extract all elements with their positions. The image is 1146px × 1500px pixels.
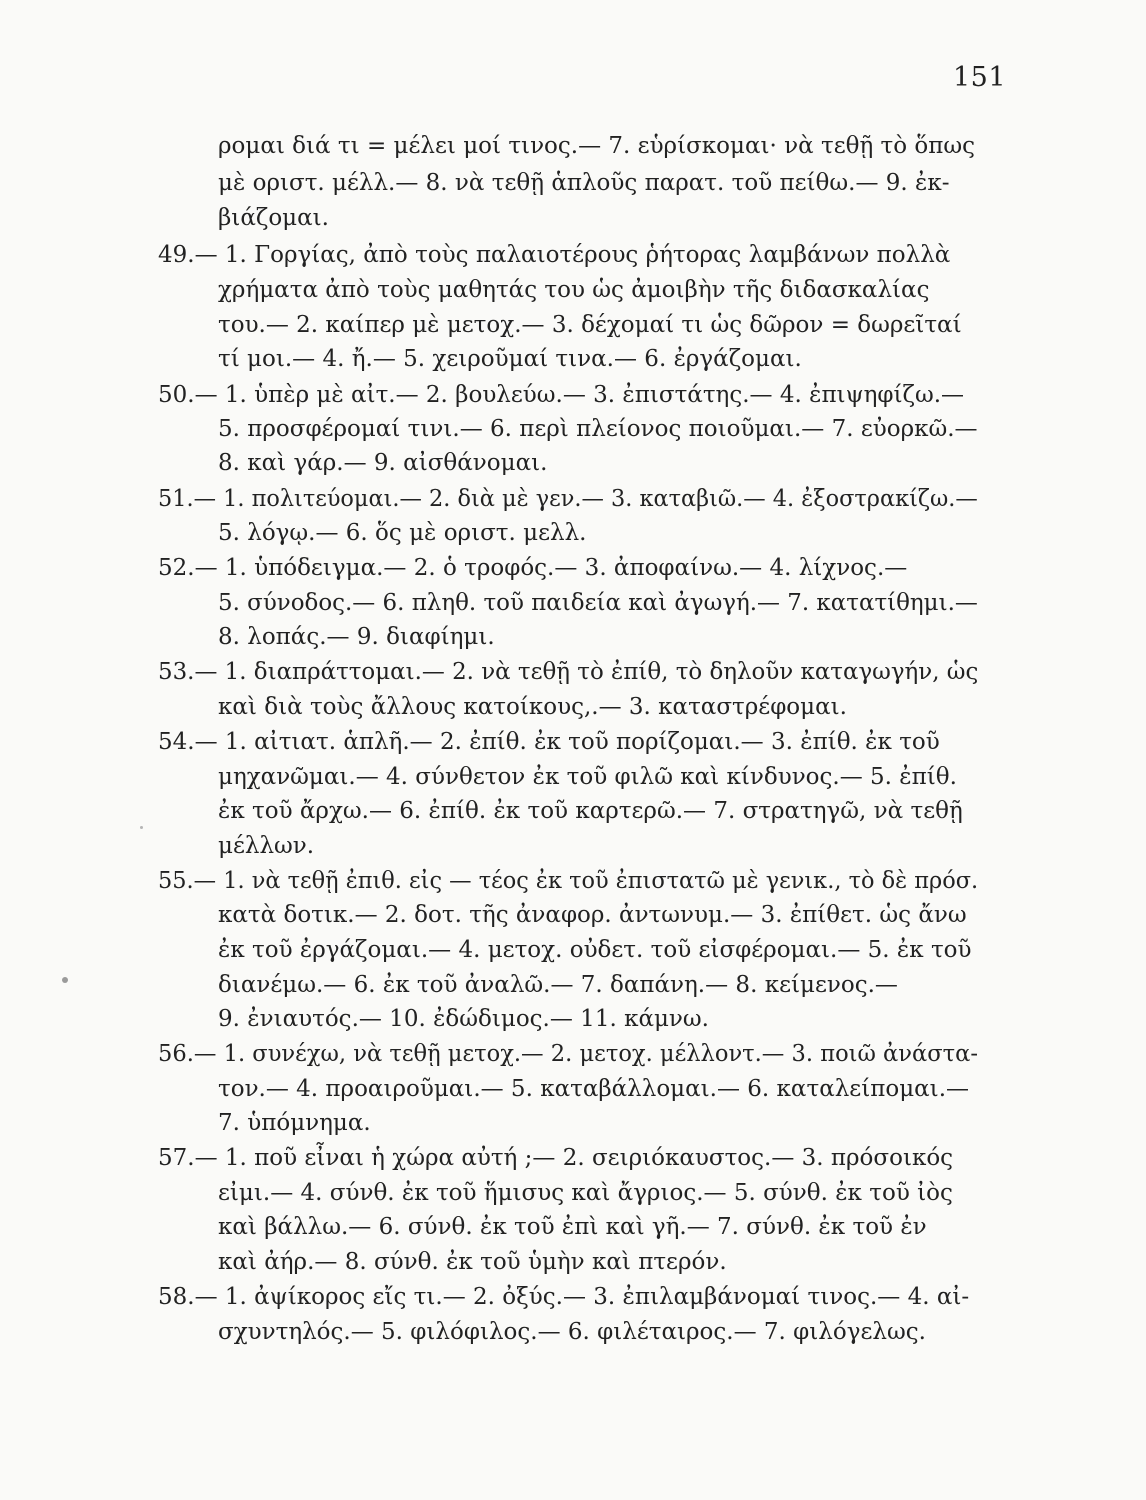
text-line: καὶ βάλλω.— 6. σύνθ. ἐκ τοῦ ἐπὶ καὶ γῆ.— 7. σύνθ. ἐκ τοῦ ἐν [218,1214,927,1240]
text-line: εἰμι.— 4. σύνθ. ἐκ τοῦ ἥμισυς καὶ ἄγριος.— 5. σύνθ. ἐκ τοῦ ἰὸς [218,1180,953,1206]
entry-line-51: 51.— 1. πολιτεύομαι.— 2. διὰ μὲ γεν.— 3. καταβιῶ.— 4. ἐξοστρακίζω.— [158,486,978,512]
text-line: κατὰ δοτικ.— 2. δοτ. τῆς ἀναφορ. ἀντωνυμ.— 3. ἐπίθετ. ὡς ἄνω [218,902,967,928]
text-line: καὶ ἀήρ.— 8. σύνθ. ἐκ τοῦ ὑμὴν καὶ πτερόν. [218,1249,727,1275]
text-line: 5. προσφέρομαί τινι.— 6. περὶ πλείονος ποιοῦμαι.— 7. εὐορκῶ.— [218,416,978,442]
text-line: του.— 2. καίπερ μὲ μετοχ.— 3. δέχομαί τι ὡς δῶρον = δωρεῖταί [218,312,962,338]
entry-line-58: 58.— 1. ἀψίκορος εἴς τι.— 2. ὀξύς.— 3. ἐπιλαμβάνομαί τινος.— 4. αἰ- [158,1284,970,1310]
text-line: 5. σύνοδος.— 6. πληθ. τοῦ παιδεία καὶ ἀγωγή.— 7. κατατίθημι.— [218,590,978,616]
text-line: τον.— 4. προαιροῦμαι.— 5. καταβάλλομαι.— 6. καταλείπομαι.— [218,1076,970,1102]
page-number: 151 [953,62,1007,93]
entry-line-55: 55.— 1. νὰ τεθῇ ἐπιθ. εἰς — τέος ἐκ τοῦ ἐπιστατῶ μὲ γενικ., τὸ δὲ πρόσ. [158,868,979,894]
text-line: σχυντηλός.— 5. φιλόφιλος.— 6. φιλέταιρος.— 7. φιλόγελως. [218,1319,926,1345]
text-line: διανέμω.— 6. ἐκ τοῦ ἀναλῶ.— 7. δαπάνη.— 8. κείμενος.— [218,972,898,998]
text-line: 7. ὑπόμνημα. [218,1110,371,1136]
entry-line-49: 49.— 1. Γοργίας, ἀπὸ τοὺς παλαιοτέρους ῥήτορας λαμβάνων πολλὰ [158,242,951,268]
text-line: ἐκ τοῦ ἐργάζομαι.— 4. μετοχ. οὐδετ. τοῦ εἰσφέρομαι.— 5. ἐκ τοῦ [218,937,972,963]
text-line: τί μοι.— 4. ἤ.— 5. χειροῦμαί τινα.— 6. ἐργάζομαι. [218,346,802,372]
entry-line-50: 50.— 1. ὑπὲρ μὲ αἰτ.— 2. βουλεύω.— 3. ἐπιστάτης.— 4. ἐπιψηφίζω.— [158,382,965,408]
text-line: 8. καὶ γάρ.— 9. αἰσθάνομαι. [218,450,548,476]
text-line: 9. ἐνιαυτός.— 10. ἐδώδιμος.— 11. κάμνω. [218,1006,709,1032]
text-line: 5. λόγῳ.— 6. ὅς μὲ οριστ. μελλ. [218,520,587,546]
text-line: ἐκ τοῦ ἄρχω.— 6. ἐπίθ. ἐκ τοῦ καρτερῶ.— 7. στρατηγῶ, νὰ τεθῇ [218,798,963,824]
text-line: μηχανῶμαι.— 4. σύνθετον ἐκ τοῦ φιλῶ καὶ κίνδυνος.— 5. ἐπίθ. [218,764,957,790]
text-line: χρήματα ἀπὸ τοὺς μαθητάς του ὡς ἀμοιβὴν τῆς διδασκαλίας [218,277,930,303]
text-line: καὶ διὰ τοὺς ἄλλους κατοίκους,.— 3. καταστρέφομαι. [218,694,847,720]
entry-line-53: 53.— 1. διαπράττομαι.— 2. νὰ τεθῇ τὸ ἐπίθ, τὸ δηλοῦν καταγωγήν, ὡς [158,659,979,685]
text-line: μὲ οριστ. μέλλ.— 8. νὰ τεθῇ ἁπλοῦς παρατ. τοῦ πείθω.— 9. ἐκ- [218,170,950,196]
entry-line-54: 54.— 1. αἰτιατ. ἁπλῆ.— 2. ἐπίθ. ἐκ τοῦ πορίζομαι.— 3. ἐπίθ. ἐκ τοῦ [158,729,940,755]
text-line: ρομαι διά τι = μέλει μοί τινος.— 7. εὑρίσκομαι· νὰ τεθῇ τὸ ὅπως [218,133,976,159]
margin-speck [140,826,143,829]
text-line: 8. λοπάς.— 9. διαφίημι. [218,624,495,650]
text-line: βιάζομαι. [218,205,329,231]
margin-speck [62,977,68,983]
entry-line-56: 56.— 1. συνέχω, νὰ τεθῇ μετοχ.— 2. μετοχ. μέλλοντ.— 3. ποιῶ ἀνάστα- [158,1041,978,1067]
text-line: μέλλων. [218,833,315,859]
entry-line-52: 52.— 1. ὑπόδειγμα.— 2. ὁ τροφός.— 3. ἀποφαίνω.— 4. λίχνος.— [158,555,908,581]
entry-line-57: 57.— 1. ποῦ εἶναι ἡ χώρα αὐτή ;— 2. σειριόκαυστος.— 3. πρόσοικός [158,1145,954,1171]
